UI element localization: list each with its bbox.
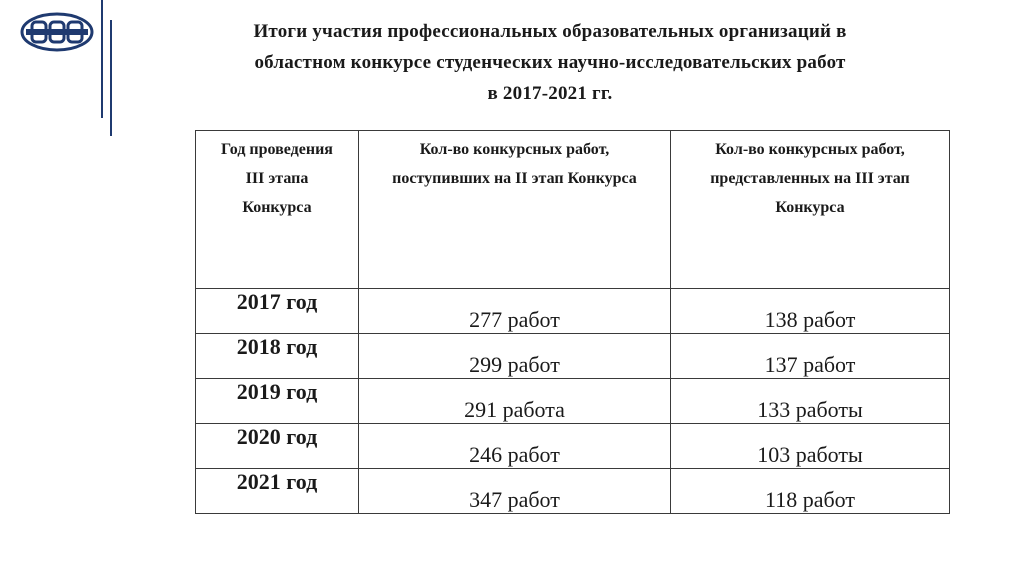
title-line-3: в 2017-2021 гг.: [487, 83, 613, 104]
presented-cell: 133 работы: [671, 379, 950, 424]
table-row: [196, 289, 950, 334]
table-row: [196, 424, 950, 469]
table-header-row: [196, 131, 950, 289]
decorative-vertical-line: [101, 0, 103, 118]
received-cell: 347 работ: [359, 469, 671, 514]
title-line-2: областном конкурсе студенческих научно-исследовательских работ: [254, 52, 846, 73]
received-cell: 246 работ: [359, 424, 671, 469]
presented-cell: 138 работ: [671, 289, 950, 334]
presented-cell: 103 работы: [671, 424, 950, 469]
table-row: [196, 334, 950, 379]
year-cell: 2021 год: [196, 469, 359, 514]
decorative-vertical-line: [110, 20, 112, 136]
received-cell: 291 работа: [359, 379, 671, 424]
received-cell: 277 работ: [359, 289, 671, 334]
results-table: [195, 130, 950, 514]
presented-cell: 137 работ: [671, 334, 950, 379]
year-cell: 2019 год: [196, 379, 359, 424]
page-title: [130, 16, 970, 109]
header-received-works: Кол-во конкурсных работ, поступивших на II этап Конкурса: [359, 131, 671, 289]
year-cell: 2018 год: [196, 334, 359, 379]
table-row: [196, 379, 950, 424]
presented-cell: 118 работ: [671, 469, 950, 514]
header-year: Год проведения III этапа Конкурса: [196, 131, 359, 289]
year-cell: 2020 год: [196, 424, 359, 469]
received-cell: 299 работ: [359, 334, 671, 379]
table-row: [196, 469, 950, 514]
organization-logo-icon: [20, 12, 94, 52]
header-presented-works: Кол-во конкурсных работ, представленных на III этап Конкурса: [671, 131, 950, 289]
year-cell: 2017 год: [196, 289, 359, 334]
title-line-1: Итоги участия профессиональных образовательных организаций в: [253, 21, 847, 42]
